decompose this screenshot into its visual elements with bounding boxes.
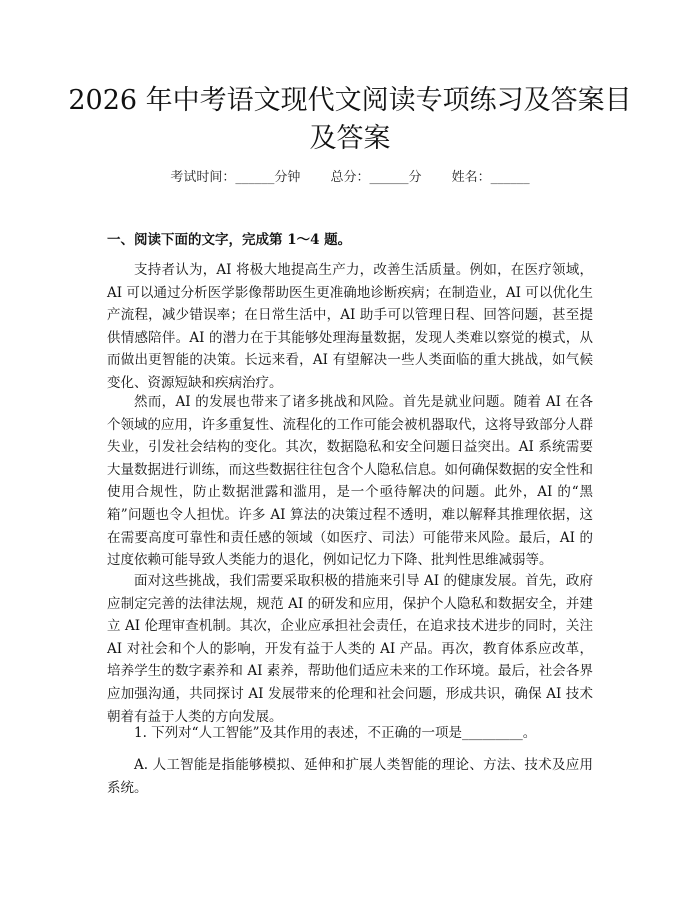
exam-total-score: 总分：______分 [330, 170, 422, 185]
exam-name: 姓名：______ [451, 170, 530, 185]
passage-paragraph-2: 然而，AI 的发展也带来了诸多挑战和风险。首先是就业问题。随着 AI 在各个领域的应用，许多重复性、流程化的工作可能会被机器取代，这将导致部分人群失业，引发社会结构的变化。其次，数据隐私和安全问题日益突出。AI 系统需要大量数据进行训练，而这些数据往往包含个人隐私信息。如何确保数据的安全性和使用合规性，防止数据泄露和滥用，是一个亟待解决的问题。此外，AI 的“黑箱”问题也令人担忧。许多 AI 算法的决策过程不透明，难以解释其推理依据，这在需要高度可靠性和责任感的领域（如医疗、司法）可能带来风险。最后，AI 的过度依赖可能导致人类能力的退化，例如记忆力下降、批判性思维减弱等。 [107, 394, 593, 569]
question-1: 1. 下列对“人工智能”及其作用的表述，不正确的一项是_________。 [134, 725, 537, 741]
exam-info-line [0, 168, 700, 188]
section-heading: 一、阅读下面的文字，完成第 1～4 题。 [107, 232, 352, 248]
exam-time: 考试时间：______分钟 [170, 170, 301, 185]
question-1-option-a: A. 人工智能是指能够模拟、延伸和扩展人类智能的理论、方法、技术及应用系统。 [107, 757, 593, 796]
document-title: 2026 年中考语文现代文阅读专项练习及答案目及答案 [68, 85, 632, 154]
passage-paragraph-3: 面对这些挑战，我们需要采取积极的措施来引导 AI 的健康发展。首先，政府应制定完善的法律法规，规范 AI 的研发和应用，保护个人隐私和数据安全，并建立 AI 伦理审查机制。其次，企业应承担社会责任，在追求技术进步的同时，关注 AI 对社会和个人的影响，开发有益于人类的 AI 产品。再次，教育体系应改革，培养学生的数字素养和 AI 素养，帮助他们适应未来的工作环境。最后，社会各界应加强沟通，共同探讨 AI 发展带来的伦理和社会问题，形成共识，确保 AI 技术朝着有益于人类的方向发展。 [107, 573, 593, 725]
passage-paragraph-1: 支持者认为，AI 将极大地提高生产力，改善生活质量。例如，在医疗领域，AI 可以通过分析医学影像帮助医生更准确地诊断疾病；在制造业，AI 可以优化生产流程，减少错误率；在日常生活中，AI 助手可以管理日程、回答问题，甚至提供情感陪伴。AI 的潜力在于其能够处理海量数据，发现人类难以察觉的模式，从而做出更智能的决策。长远来看，AI 有望解决一些人类面临的重大挑战，如气候变化、资源短缺和疾病治疗。 [107, 262, 593, 391]
